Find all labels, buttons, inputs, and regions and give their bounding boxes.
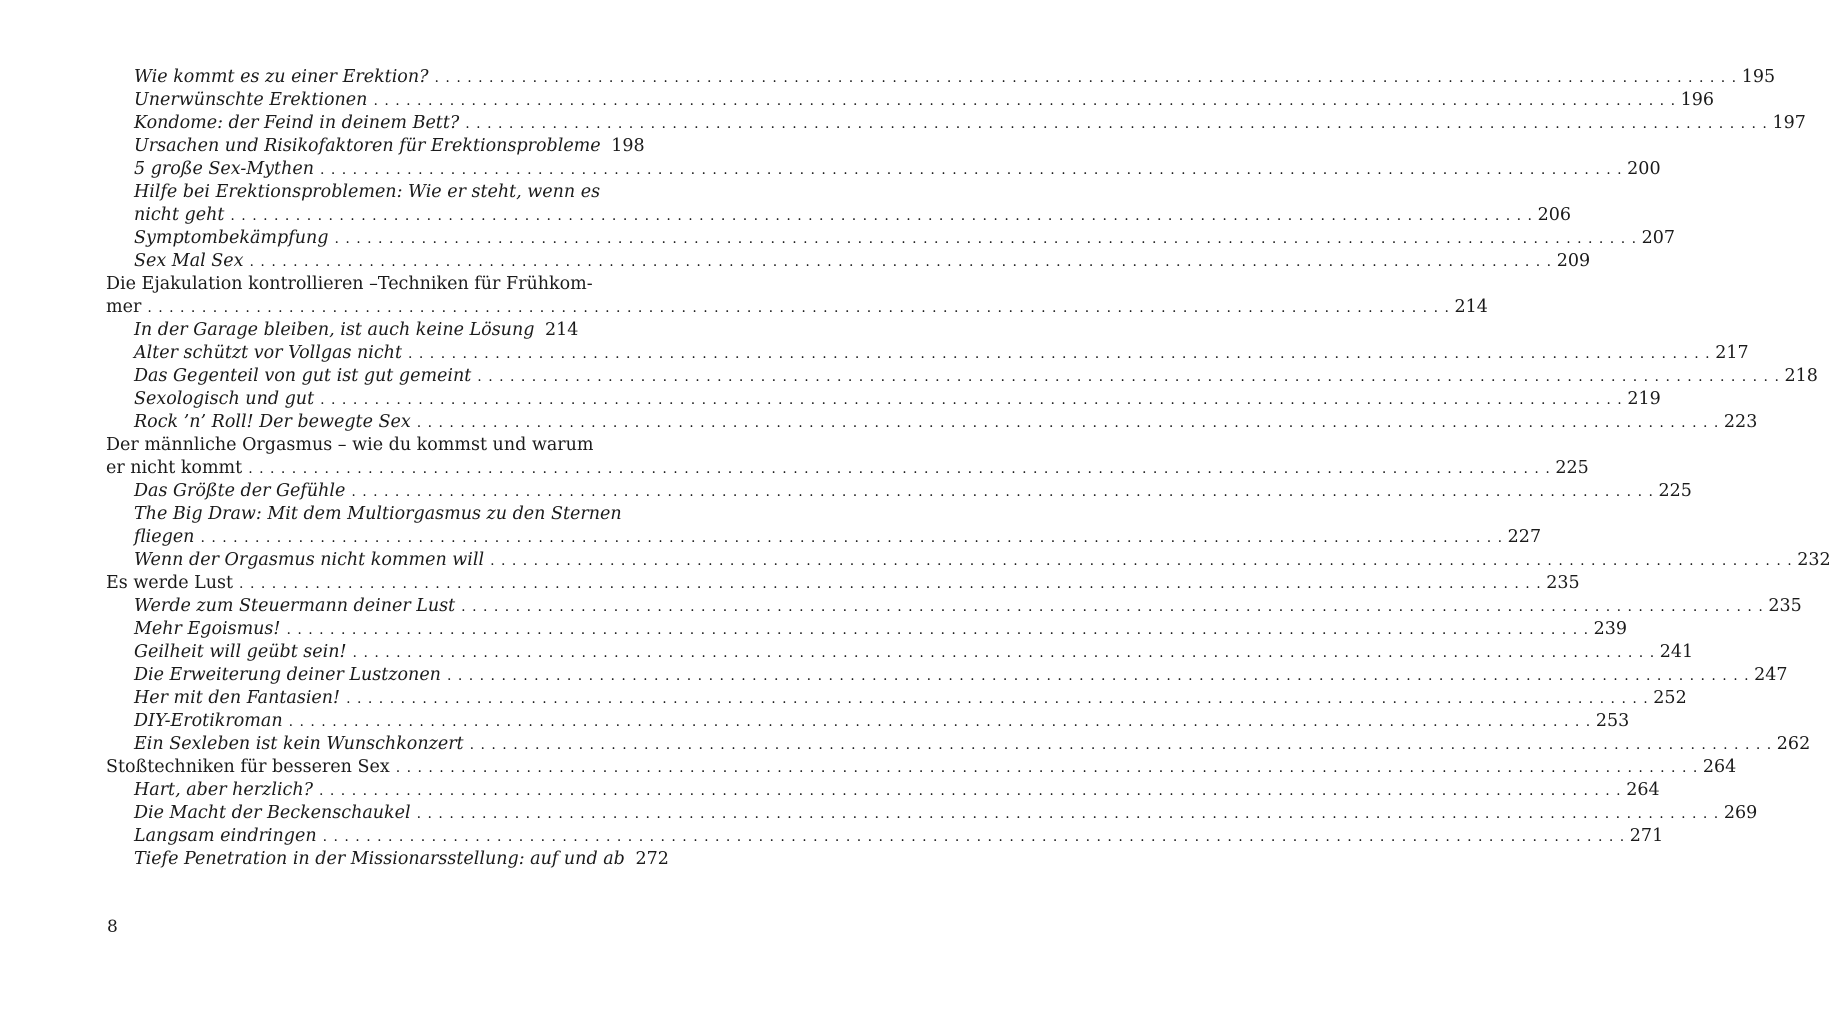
toc-page-number: 219 xyxy=(1627,389,1661,409)
toc-subentry xyxy=(106,710,1630,733)
dot-leader: . . . . . . . . . . . . . . . . . . . . . . . . . . . . . . . . . . . . . . . . . . . . . . . . . . . . . . . . . . . . . . . . . . . . . . . . . . . . . . . . . . . . . . . . . . . . . . . . . . . . . . . . . . . . . . . . . . . . . . . . xyxy=(351,484,1654,500)
dot-leader: . . . . . . . . . . . . . . . . . . . . . . . . . . . . . . . . . . . . . . . . . . . . . . . . . . . . . . . . . . . . . . . . . . . . . . . . . . . . . . . . . . . . . . . . . . . . . . . . . . . . . . . . . . . . . . . . . . . . . . . . xyxy=(465,116,1768,132)
toc-subentry xyxy=(106,342,1749,365)
toc-entry-title: Werde zum Steuermann deiner Lust xyxy=(134,596,456,616)
toc-chapter xyxy=(106,756,1737,779)
toc-page-number: 225 xyxy=(1555,458,1589,478)
toc-entry-title: mer xyxy=(106,297,142,317)
toc-subentry xyxy=(106,503,1542,549)
toc-entry-title-line1: Hilfe bei Erektionsproblemen: Wie er steht, wenn es xyxy=(134,182,601,202)
dot-leader: . . . . . . . . . . . . . . . . . . . . . . . . . . . . . . . . . . . . . . . . . . . . . . . . . . . . . . . . . . . . . . . . . . . . . . . . . . . . . . . . . . . . . . . . . . . . . . . . . . . . . . . . . . . . . . . . . . . . . . . . xyxy=(230,208,1534,224)
toc-page-number: 239 xyxy=(1593,619,1628,639)
toc-page-number: 241 xyxy=(1659,642,1694,662)
dot-leader: . . . . . . . . . . . . . . . . . . . . . . . . . . . . . . . . . . . . . . . . . . . . . . . . . . . . . . . . . . . . . . . . . . . . . . . . . . . . . . . . . . . . . . . . . . . . . . . . . . . . . . . . . . . . . . . . . . . . . . . . xyxy=(490,553,1793,569)
toc-page-number: 262 xyxy=(1776,734,1811,754)
toc-page-number: 232 xyxy=(1797,550,1831,570)
toc-subentry xyxy=(106,89,1715,112)
dot-leader: . . . . . . . . . . . . . . . . . . . . . . . . . . . . . . . . . . . . . . . . . . . . . . . . . . . . . . . . . . . . . . . . . . . . . . . . . . . . . . . . . . . . . . . . . . . . . . . . . . . . . . . . . . . . . . . . . . . . . . . . xyxy=(200,530,1504,546)
dot-leader: . . . . . . . . . . . . . . . . . . . . . . . . . . . . . . . . . . . . . . . . . . . . . . . . . . . . . . . . . . . . . . . . . . . . . . . . . . . . . . . . . . . . . . . . . . . . . . . . . . . . . . . . . . . . . . . . . . . . . . . . xyxy=(434,70,1738,86)
toc-page-number: 214 xyxy=(545,320,579,340)
toc-subentry xyxy=(106,388,1661,411)
toc-page-number: 197 xyxy=(1772,113,1806,133)
dot-leader: . . . . . . . . . . . . . . . . . . . . . . . . . . . . . . . . . . . . . . . . . . . . . . . . . . . . . . . . . . . . . . . . . . . . . . . . . . . . . . . . . . . . . . . . . . . . . . . . . . . . . . . . . . . . . . . . . . . . . . . . xyxy=(469,737,1773,753)
toc-entry-title: Alter schützt vor Vollgas nicht xyxy=(134,343,402,363)
toc-page-number: 247 xyxy=(1754,665,1788,685)
toc-entry-title: Her mit den Fantasien! xyxy=(134,688,341,708)
toc-subentry xyxy=(106,135,645,158)
toc-entry-title: DIY-Erotikroman xyxy=(134,711,283,731)
toc-entry-title: Rock ’n’ Roll! Der bewegte Sex xyxy=(134,412,411,432)
toc-page-number: 225 xyxy=(1658,481,1692,501)
toc-entry-title: fliegen xyxy=(134,527,195,547)
toc-subentry xyxy=(106,365,1818,388)
toc-subentry xyxy=(106,112,1806,135)
toc-page-number: 227 xyxy=(1507,527,1542,547)
toc-chapter xyxy=(106,273,1488,319)
toc-entry-title: Ursachen und Risikofaktoren für Erektionsprobleme xyxy=(134,136,601,156)
dot-leader: . . . . . . . . . . . . . . . . . . . . . . . . . . . . . . . . . . . . . . . . . . . . . . . . . . . . . . . . . . . . . . . . . . . . . . . . . . . . . . . . . . . . . . . . . . . . . . . . . . . . . . . . . . . . . . . . . . . . . . . . xyxy=(408,346,1711,362)
dot-leader: . . . . . . . . . . . . . . . . . . . . . . . . . . . . . . . . . . . . . . . . . . . . . . . . . . . . . . . . . . . . . . . . . . . . . . . . . . . . . . . . . . . . . . . . . . . . . . . . . . . . . . . . . . . . . . . . . . . . . . . . xyxy=(416,415,1720,431)
dot-leader: . . . . . . . . . . . . . . . . . . . . . . . . . . . . . . . . . . . . . . . . . . . . . . . . . . . . . . . . . . . . . . . . . . . . . . . . . . . . . . . . . . . . . . . . . . . . . . . . . . . . . . . . . . . . . . . . . . . . . . . . xyxy=(286,622,1590,638)
toc-subentry xyxy=(106,319,579,342)
toc-entry-title: Mehr Egoismus! xyxy=(134,619,281,639)
toc-page-number: 207 xyxy=(1641,228,1676,248)
toc-subentry xyxy=(106,802,1758,825)
toc-subentry xyxy=(106,250,1591,273)
toc-subentry xyxy=(106,158,1661,181)
toc-entry-title: Tiefe Penetration in der Missionarsstellung: auf und ab xyxy=(134,849,625,869)
toc-page-number: 264 xyxy=(1702,757,1737,777)
toc-entry-title-line1: The Big Draw: Mit dem Multiorgasmus zu den Sternen xyxy=(134,504,622,524)
dot-leader: . . . . . . . . . . . . . . . . . . . . . . . . . . . . . . . . . . . . . . . . . . . . . . . . . . . . . . . . . . . . . . . . . . . . . . . . . . . . . . . . . . . . . . . . . . . . . . . . . . . . . . . . . . . . . . . . . . . . . . . . xyxy=(477,369,1780,385)
toc-subentry xyxy=(106,733,1811,756)
dot-leader: . . . . . . . . . . . . . . . . . . . . . . . . . . . . . . . . . . . . . . . . . . . . . . . . . . . . . . . . . . . . . . . . . . . . . . . . . . . . . . . . . . . . . . . . . . . . . . . . . . . . . . . . . . . . . . . . . . . . . . . . xyxy=(346,691,1649,707)
dot-leader: . . . . . . . . . . . . . . . . . . . . . . . . . . . . . . . . . . . . . . . . . . . . . . . . . . . . . . . . . . . . . . . . . . . . . . . . . . . . . . . . . . . . . . . . . . . . . . . . . . . . . . . . . . . . . . . . . . . . . . . . xyxy=(334,231,1638,247)
dot-leader: . . . . . . . . . . . . . . . . . . . . . . . . . . . . . . . . . . . . . . . . . . . . . . . . . . . . . . . . . . . . . . . . . . . . . . . . . . . . . . . . . . . . . . . . . . . . . . . . . . . . . . . . . . . . . . . . . . . . . . . . xyxy=(395,760,1699,776)
toc-entry-title: Unerwünschte Erektionen xyxy=(134,90,368,110)
page-number: 8 xyxy=(107,917,118,937)
toc-entry-title-line1: Die Ejakulation kontrollieren –Techniken für Frühkom- xyxy=(106,274,593,294)
toc-page-number: 235 xyxy=(1768,596,1802,616)
dot-leader: . . . . . . . . . . . . . . . . . . . . . . . . . . . . . . . . . . . . . . . . . . . . . . . . . . . . . . . . . . . . . . . . . . . . . . . . . . . . . . . . . . . . . . . . . . . . . . . . . . . . . . . . . . . . . . . . . . . . . . . . xyxy=(248,461,1551,477)
toc-page-number: 235 xyxy=(1546,573,1580,593)
toc-entry-title: Sexologisch und gut xyxy=(134,389,315,409)
toc-page-number: 200 xyxy=(1627,159,1661,179)
dot-leader: . . . . . . . . . . . . . . . . . . . . . . . . . . . . . . . . . . . . . . . . . . . . . . . . . . . . . . . . . . . . . . . . . . . . . . . . . . . . . . . . . . . . . . . . . . . . . . . . . . . . . . . . . . . . . . . . . . . . . . . . xyxy=(320,392,1623,408)
toc-page-number: 218 xyxy=(1784,366,1818,386)
toc-page-number: 217 xyxy=(1715,343,1749,363)
toc-entry-title: Es werde Lust xyxy=(106,573,234,593)
dot-leader: . . . . . . . . . . . . . . . . . . . . . . . . . . . . . . . . . . . . . . . . . . . . . . . . . . . . . . . . . . . . . . . . . . . . . . . . . . . . . . . . . . . . . . . . . . . . . . . . . . . . . . . . . . . . . . . . . . . . . . . . xyxy=(319,162,1623,178)
toc-page-number: 272 xyxy=(635,849,669,869)
toc-subentry xyxy=(106,480,1692,503)
dot-leader: . . . . . . . . . . . . . . . . . . . . . . . . . . . . . . . . . . . . . . . . . . . . . . . . . . . . . . . . . . . . . . . . . . . . . . . . . . . . . . . . . . . . . . . . . . . . . . . . . . . . . . . . . . . . . . . . . . . . . . . . xyxy=(319,783,1622,799)
toc-entry-title: nicht geht xyxy=(134,205,225,225)
dot-leader: . . . . . . . . . . . . . . . . . . . . . . . . . . . . . . . . . . . . . . . . . . . . . . . . . . . . . . . . . . . . . . . . . . . . . . . . . . . . . . . . . . . . . . . . . . . . . . . . . . . . . . . . . . . . . . . . . . . . . . . . xyxy=(461,599,1764,615)
dot-leader: . . . . . . . . . . . . . . . . . . . . . . . . . . . . . . . . . . . . . . . . . . . . . . . . . . . . . . . . . . . . . . . . . . . . . . . . . . . . . . . . . . . . . . . . . . . . . . . . . . . . . . . . . . . . . . . . . . . . . . . . xyxy=(288,714,1592,730)
dot-leader: . . . . . . . . . . . . . . . . . . . . . . . . . . . . . . . . . . . . . . . . . . . . . . . . . . . . . . . . . . . . . . . . . . . . . . . . . . . . . . . . . . . . . . . . . . . . . . . . . . . . . . . . . . . . . . . . . . . . . . . . xyxy=(446,668,1750,684)
dot-leader: . . . . . . . . . . . . . . . . . . . . . . . . . . . . . . . . . . . . . . . . . . . . . . . . . . . . . . . . . . . . . . . . . . . . . . . . . . . . . . . . . . . . . . . . . . . . . . . . . . . . . . . . . . . . . . . . . . . . . . . . xyxy=(373,93,1677,109)
toc-entry-title: Wie kommt es zu einer Erektion? xyxy=(134,67,429,87)
toc-entry-title: Ein Sexleben ist kein Wunschkonzert xyxy=(134,734,464,754)
toc-entry-title: Hart, aber herzlich? xyxy=(134,780,313,800)
toc-page-number: 214 xyxy=(1454,297,1488,317)
toc-entry-title: Die Erweiterung deiner Lustzonen xyxy=(134,665,441,685)
toc-entry-title: Kondome: der Feind in deinem Bett? xyxy=(134,113,460,133)
dot-leader: . . . . . . . . . . . . . . . . . . . . . . . . . . . . . . . . . . . . . . . . . . . . . . . . . . . . . . . . . . . . . . . . . . . . . . . . . . . . . . . . . . . . . . . . . . . . . . . . . . . . . . . . . . . . . . . . . . . . . . . . xyxy=(239,576,1542,592)
toc-entry-title: Wenn der Orgasmus nicht kommen will xyxy=(134,550,485,570)
table-of-contents xyxy=(106,66,1831,871)
toc-page-number: 253 xyxy=(1595,711,1630,731)
dot-leader: . . . . . . . . . . . . . . . . . . . . . . . . . . . . . . . . . . . . . . . . . . . . . . . . . . . . . . . . . . . . . . . . . . . . . . . . . . . . . . . . . . . . . . . . . . . . . . . . . . . . . . . . . . . . . . . . . . . . . . . . xyxy=(416,806,1720,822)
toc-entry-title: Das Größte der Gefühle xyxy=(134,481,346,501)
toc-subentry xyxy=(106,181,1572,227)
toc-page-number: 269 xyxy=(1723,803,1758,823)
toc-page-number: 195 xyxy=(1741,67,1776,87)
toc-subentry xyxy=(106,641,1694,664)
toc-entry-title: Das Gegenteil von gut ist gut gemeint xyxy=(134,366,472,386)
toc-page-number: 209 xyxy=(1556,251,1591,271)
toc-entry-title: Die Macht der Beckenschaukel xyxy=(134,803,411,823)
toc-page-number: 271 xyxy=(1629,826,1664,846)
toc-subentry xyxy=(106,825,1664,848)
dot-leader: . . . . . . . . . . . . . . . . . . . . . . . . . . . . . . . . . . . . . . . . . . . . . . . . . . . . . . . . . . . . . . . . . . . . . . . . . . . . . . . . . . . . . . . . . . . . . . . . . . . . . . . . . . . . . . . . . . . . . . . . xyxy=(322,829,1626,845)
toc-subentry xyxy=(106,664,1788,687)
toc-entry-title: Sex Mal Sex xyxy=(134,251,244,271)
toc-subentry xyxy=(106,595,1802,618)
toc-page-number: 223 xyxy=(1723,412,1758,432)
toc-subentry xyxy=(106,848,669,871)
toc-subentry xyxy=(106,411,1758,434)
dot-leader: . . . . . . . . . . . . . . . . . . . . . . . . . . . . . . . . . . . . . . . . . . . . . . . . . . . . . . . . . . . . . . . . . . . . . . . . . . . . . . . . . . . . . . . . . . . . . . . . . . . . . . . . . . . . . . . . . . . . . . . . xyxy=(147,300,1450,316)
dot-leader: . . . . . . . . . . . . . . . . . . . . . . . . . . . . . . . . . . . . . . . . . . . . . . . . . . . . . . . . . . . . . . . . . . . . . . . . . . . . . . . . . . . . . . . . . . . . . . . . . . . . . . . . . . . . . . . . . . . . . . . . xyxy=(352,645,1656,661)
toc-entry-title: Stoßtechniken für besseren Sex xyxy=(106,757,390,777)
toc-entry-title-line1: Der männliche Orgasmus – wie du kommst und warum xyxy=(106,435,594,455)
dot-leader: . . . . . . . . . . . . . . . . . . . . . . . . . . . . . . . . . . . . . . . . . . . . . . . . . . . . . . . . . . . . . . . . . . . . . . . . . . . . . . . . . . . . . . . . . . . . . . . . . . . . . . . . . . . . . . . . . . . . . . . . xyxy=(249,254,1553,270)
toc-page-number: 252 xyxy=(1653,688,1687,708)
toc-chapter xyxy=(106,434,1589,480)
toc-entry-title: 5 große Sex-Mythen xyxy=(134,159,314,179)
toc-entry-title: er nicht kommt xyxy=(106,458,243,478)
toc-subentry xyxy=(106,227,1676,250)
toc-entry-title: Symptombekämpfung xyxy=(134,228,329,248)
toc-subentry xyxy=(106,687,1687,710)
toc-subentry xyxy=(106,549,1831,572)
toc-page-number: 198 xyxy=(611,136,645,156)
toc-subentry xyxy=(106,779,1660,802)
toc-entry-title: Geilheit will geübt sein! xyxy=(134,642,347,662)
toc-page-number: 206 xyxy=(1537,205,1572,225)
toc-entry-title: In der Garage bleiben, ist auch keine Lösung xyxy=(134,320,535,340)
toc-chapter xyxy=(106,572,1580,595)
toc-page-number: 264 xyxy=(1626,780,1660,800)
toc-entry-title: Langsam eindringen xyxy=(134,826,317,846)
toc-page-number: 196 xyxy=(1680,90,1715,110)
toc-subentry xyxy=(106,66,1776,89)
toc-subentry xyxy=(106,618,1628,641)
